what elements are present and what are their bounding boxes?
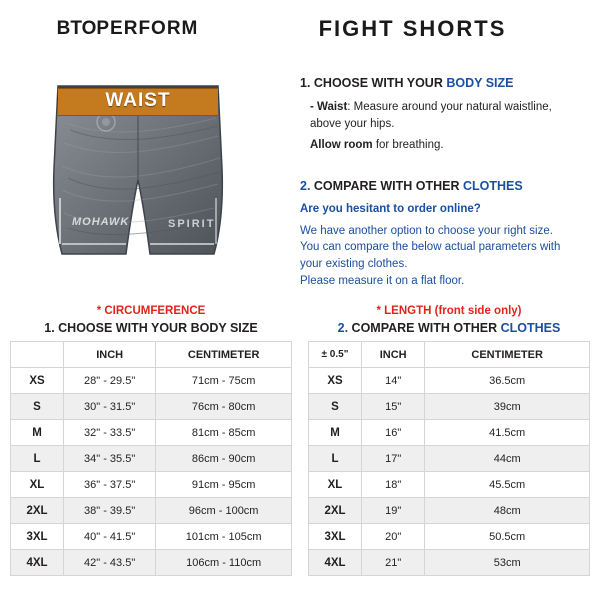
cell-cm: 101cm - 105cm [156, 524, 292, 550]
cell-inch: 16" [362, 420, 425, 446]
cell-size: XL [11, 472, 64, 498]
step-1-breathing: for breathing. [372, 139, 444, 152]
cell-inch: 30" - 31.5" [64, 394, 156, 420]
table-row [309, 472, 590, 498]
step-1-heading [300, 74, 578, 93]
length-subcaption-text: COMPARE WITH OTHER [351, 321, 501, 336]
cell-cm: 86cm - 90cm [156, 446, 292, 472]
cell-inch: 19" [362, 498, 425, 524]
table-row [309, 368, 590, 394]
brand-logo-perform: PERFORM [96, 18, 199, 39]
circumference-table-body [11, 368, 292, 576]
cell-cm: 71cm - 75cm [156, 368, 292, 394]
step-2-body-1: We have another option to choose your right size. [300, 224, 553, 237]
cell-cm: 41.5cm [425, 420, 590, 446]
table-row [11, 550, 292, 576]
table-row [11, 472, 292, 498]
cell-inch: 34" - 35.5" [64, 446, 156, 472]
cell-size: L [309, 446, 362, 472]
length-caption: * LENGTH (front side only) [376, 305, 522, 318]
instructions-panel [286, 48, 592, 289]
col-inch: INCH [64, 342, 156, 368]
cell-inch: 20" [362, 524, 425, 550]
cell-inch: 38" - 39.5" [64, 498, 156, 524]
page-title: FIGHT SHORTS [318, 16, 507, 41]
brand-logo [0, 18, 255, 40]
step-2-question: Are you hesitant to order online? [300, 203, 481, 216]
step-1-accent: BODY SIZE [446, 76, 514, 90]
product-print-right: SPIRIT [168, 218, 216, 230]
length-subcaption-accent: CLOTHES [500, 321, 561, 336]
cell-cm: 81cm - 85cm [156, 420, 292, 446]
cell-size: 4XL [309, 550, 362, 576]
table-row [11, 498, 292, 524]
cell-size: 2XL [11, 498, 64, 524]
cell-size: M [309, 420, 362, 446]
cell-inch: 15" [362, 394, 425, 420]
col-size [11, 342, 64, 368]
cell-size: S [11, 394, 64, 420]
size-tables [0, 289, 600, 576]
top-section [0, 48, 600, 289]
length-table [308, 341, 590, 576]
cell-cm: 36.5cm [425, 368, 590, 394]
cell-cm: 53cm [425, 550, 590, 576]
cell-cm: 76cm - 80cm [156, 394, 292, 420]
cell-cm: 45.5cm [425, 472, 590, 498]
length-table-block [308, 305, 590, 576]
cell-inch: 36" - 37.5" [64, 472, 156, 498]
cell-size: M [11, 420, 64, 446]
cell-size: 3XL [11, 524, 64, 550]
cell-inch: 14" [362, 368, 425, 394]
circumference-table-head [11, 342, 292, 368]
cell-size: XS [309, 368, 362, 394]
table-header-row [309, 342, 590, 368]
step-2-number: 2. [300, 178, 314, 193]
circumference-subcaption-text: CHOOSE WITH YOUR [58, 321, 191, 336]
fight-shorts-illustration [46, 48, 286, 270]
brand-logo-bto: BTO [56, 18, 97, 39]
cell-cm: 44cm [425, 446, 590, 472]
step-2-body-2: You can compare the below actual parameters with your existing clothes. [300, 241, 561, 270]
table-row [309, 394, 590, 420]
step-1-number: 1. [300, 76, 314, 90]
cell-inch: 42" - 43.5" [64, 550, 156, 576]
step-1-text: CHOOSE WITH YOUR [313, 76, 447, 90]
step-1-bullet-lead: - Waist [310, 100, 348, 113]
cell-inch: 21" [362, 550, 425, 576]
cell-size: 2XL [309, 498, 362, 524]
table-row [11, 524, 292, 550]
length-table-body [309, 368, 590, 576]
cell-inch: 17" [362, 446, 425, 472]
cell-cm: 106cm - 110cm [156, 550, 292, 576]
circumference-subcaption [10, 321, 292, 335]
table-row [309, 524, 590, 550]
step-1-bullet-line-1 [310, 99, 578, 134]
step-2-body-3: Please measure it on a flat floor. [300, 274, 465, 287]
cell-cm: 50.5cm [425, 524, 590, 550]
col-tolerance: ± 0.5" [309, 342, 362, 368]
cell-inch: 32" - 33.5" [64, 420, 156, 446]
length-subcaption-number: 2. [337, 321, 352, 336]
cell-cm: 39cm [425, 394, 590, 420]
step-2-block [300, 177, 578, 290]
cell-size: XL [309, 472, 362, 498]
table-row [309, 420, 590, 446]
length-subcaption [308, 321, 590, 335]
step-2-heading [300, 177, 578, 196]
cell-inch: 40" - 41.5" [64, 524, 156, 550]
circumference-subcaption-number: 1. [44, 321, 59, 336]
cell-size: L [11, 446, 64, 472]
length-table-head [309, 342, 590, 368]
table-header-row [11, 342, 292, 368]
waist-callout-label: WAIST [105, 90, 171, 111]
step-1-allow-room: Allow room [310, 139, 373, 152]
table-row [11, 420, 292, 446]
col-centimeter: CENTIMETER [425, 342, 590, 368]
circumference-subcaption-accent: BODY SIZE [190, 321, 258, 336]
table-row [309, 446, 590, 472]
cell-size: 4XL [11, 550, 64, 576]
page-header [0, 0, 600, 48]
step-2-accent: CLOTHES [462, 178, 523, 193]
cell-cm: 96cm - 100cm [156, 498, 292, 524]
cell-size: 3XL [309, 524, 362, 550]
table-row [11, 394, 292, 420]
step-1-bullet-line-2 [310, 137, 578, 154]
table-row [309, 498, 590, 524]
table-row [11, 368, 292, 394]
product-image [46, 48, 286, 270]
cell-size: S [309, 394, 362, 420]
table-row [309, 550, 590, 576]
table-row [11, 446, 292, 472]
cell-inch: 18" [362, 472, 425, 498]
cell-size: XS [11, 368, 64, 394]
col-inch: INCH [362, 342, 425, 368]
cell-cm: 91cm - 95cm [156, 472, 292, 498]
cell-cm: 48cm [425, 498, 590, 524]
circumference-caption: * CIRCUMFERENCE [96, 305, 206, 318]
col-centimeter: CENTIMETER [156, 342, 292, 368]
circumference-table [10, 341, 292, 576]
circumference-table-block [10, 305, 292, 576]
step-2-text: COMPARE WITH OTHER [313, 178, 463, 193]
step-1-bullet-rest: : Measure around your natural waistline, above your hips. [310, 100, 552, 130]
product-print-left: MOHAWK [72, 216, 130, 228]
cell-inch: 28" - 29.5" [64, 368, 156, 394]
